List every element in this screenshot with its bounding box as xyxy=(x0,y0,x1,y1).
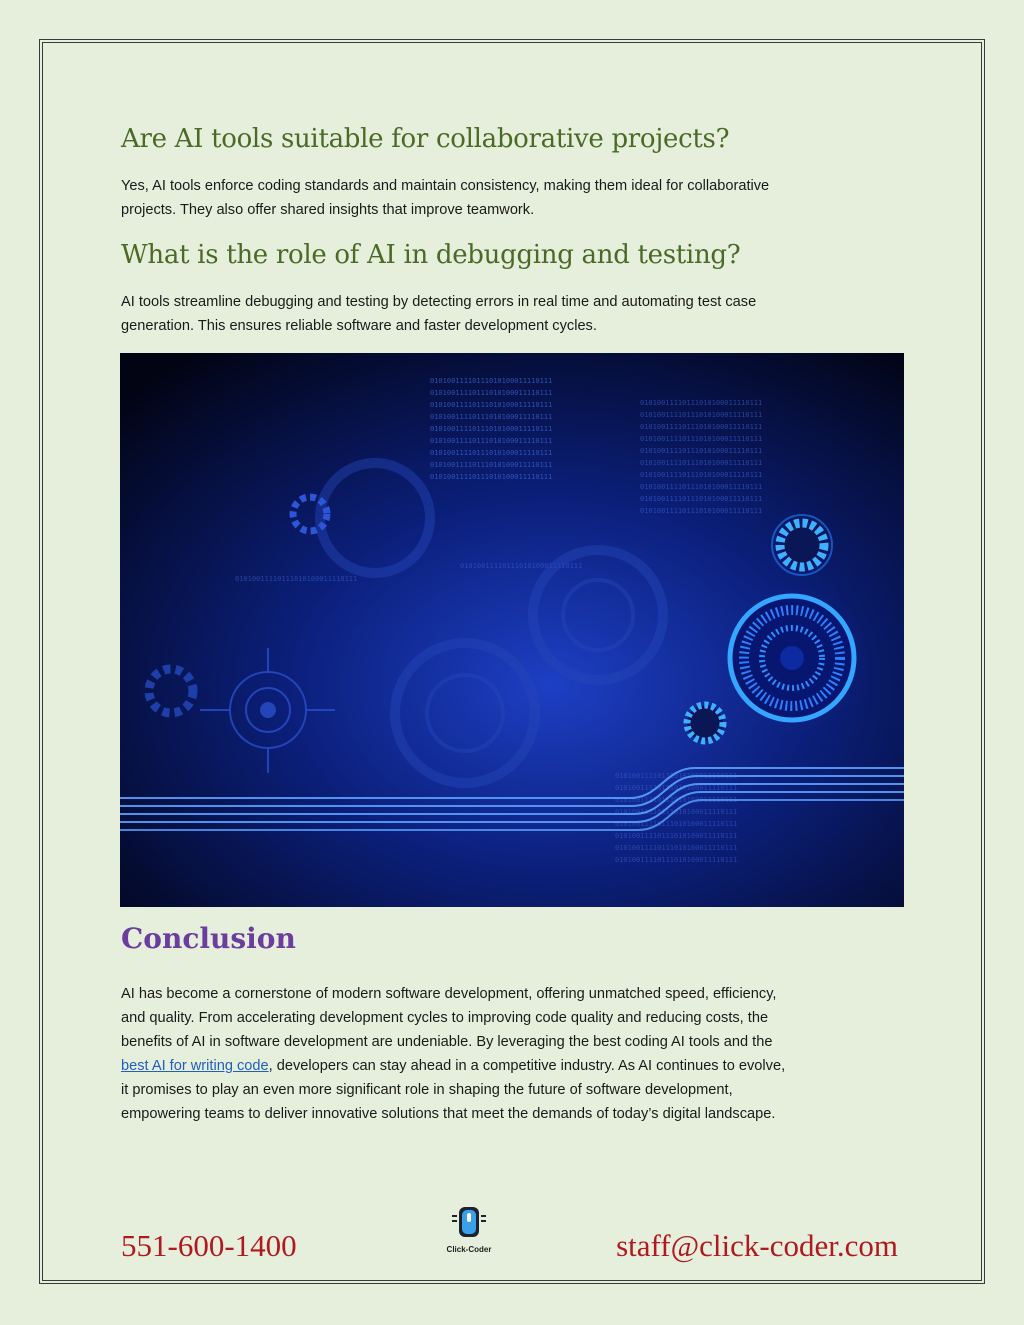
svg-text:01010011110111010100011110111: 01010011110111010100011110111 xyxy=(430,461,553,469)
svg-text:01010011110111010100011110111: 01010011110111010100011110111 xyxy=(430,389,553,397)
svg-text:01010011110111010100011110111: 01010011110111010100011110111 xyxy=(430,473,553,481)
conclusion-paragraph xyxy=(121,982,921,1126)
svg-text:01010011110111010100011110111: 01010011110111010100011110111 xyxy=(615,772,738,780)
paragraph-line: empowering teams to deliver innovative solutions that meet the demands of today’s digital landscape. xyxy=(121,1106,776,1122)
logo-label: Click-Coder xyxy=(446,1245,492,1254)
svg-text:01010011110111010100011110111: 01010011110111010100011110111 xyxy=(430,449,553,457)
svg-text:01010011110111010100011110111: 01010011110111010100011110111 xyxy=(615,784,738,792)
paragraph-debugging xyxy=(121,290,911,338)
mouse-icon xyxy=(451,1205,487,1239)
svg-text:01010011110111010100011110111: 01010011110111010100011110111 xyxy=(460,562,583,570)
svg-text:01010011110111010100011110111: 01010011110111010100011110111 xyxy=(640,423,763,431)
paragraph-line: AI has become a cornerstone of modern software development, offering unmatched speed, efficiency, xyxy=(121,986,777,1002)
conclusion-heading: Conclusion xyxy=(121,922,296,955)
ai-technology-illustration xyxy=(120,353,904,907)
click-coder-logo xyxy=(437,1205,501,1257)
svg-text:01010011110111010100011110111: 01010011110111010100011110111 xyxy=(615,844,738,852)
footer-email: staff@click-coder.com xyxy=(616,1228,898,1263)
svg-text:01010011110111010100011110111: 01010011110111010100011110111 xyxy=(640,471,763,479)
paragraph-collaborative xyxy=(121,174,911,222)
paragraph-text: , developers can stay ahead in a competitive industry. As AI continues to evolve, xyxy=(268,1058,786,1074)
svg-text:01010011110111010100011110111: 01010011110111010100011110111 xyxy=(640,483,763,491)
paragraph-line: and quality. From accelerating development cycles to improving code quality and reducing costs, the xyxy=(121,1010,769,1026)
paragraph-line: generation. This ensures reliable software and faster development cycles. xyxy=(121,318,597,334)
glowing-binary-sphere-icon xyxy=(710,576,874,740)
svg-text:01010011110111010100011110111: 01010011110111010100011110111 xyxy=(615,808,738,816)
glowing-ring-icon xyxy=(687,705,723,741)
svg-text:01010011110111010100011110111: 01010011110111010100011110111 xyxy=(615,832,738,840)
heading-collaborative: Are AI tools suitable for collaborative projects? xyxy=(121,124,730,154)
paragraph-line: benefits of AI in software development are undeniable. By leveraging the best coding AI tools and the xyxy=(121,1034,773,1050)
paragraph-line: it promises to play an even more significant role in shaping the future of software development, xyxy=(121,1082,733,1098)
svg-text:01010011110111010100011110111: 01010011110111010100011110111 xyxy=(615,820,738,828)
svg-text:01010011110111010100011110111: 01010011110111010100011110111 xyxy=(430,377,553,385)
binary-code-block xyxy=(430,377,552,481)
svg-text:01010011110111010100011110111: 01010011110111010100011110111 xyxy=(430,413,553,421)
footer-phone: 551-600-1400 xyxy=(121,1228,297,1263)
paragraph-line: Yes, AI tools enforce coding standards and maintain consistency, making them ideal for collaborative xyxy=(121,178,770,194)
paragraph-line xyxy=(121,1054,921,1078)
svg-text:01010011110111010100011110111: 01010011110111010100011110111 xyxy=(640,411,763,419)
svg-text:01010011110111010100011110111: 01010011110111010100011110111 xyxy=(430,437,553,445)
glowing-ring-icon xyxy=(772,515,832,575)
heading-debugging: What is the role of AI in debugging and testing? xyxy=(121,240,741,270)
best-ai-for-writing-code-link[interactable]: best AI for writing code xyxy=(121,1058,269,1074)
svg-text:01010011110111010100011110111: 01010011110111010100011110111 xyxy=(235,575,358,583)
svg-text:01010011110111010100011110111: 01010011110111010100011110111 xyxy=(615,796,738,804)
svg-text:01010011110111010100011110111: 01010011110111010100011110111 xyxy=(640,507,763,515)
paragraph-line: projects. They also offer shared insights that improve teamwork. xyxy=(121,202,535,218)
svg-text:01010011110111010100011110111: 01010011110111010100011110111 xyxy=(640,459,763,467)
svg-text:01010011110111010100011110111: 01010011110111010100011110111 xyxy=(640,495,763,503)
svg-text:01010011110111010100011110111: 01010011110111010100011110111 xyxy=(430,401,553,409)
svg-text:01010011110111010100011110111: 01010011110111010100011110111 xyxy=(640,435,763,443)
paragraph-line: AI tools streamline debugging and testing by detecting errors in real time and automating test case xyxy=(121,294,757,310)
svg-text:01010011110111010100011110111: 01010011110111010100011110111 xyxy=(640,399,763,407)
svg-text:01010011110111010100011110111: 01010011110111010100011110111 xyxy=(615,856,738,864)
svg-text:01010011110111010100011110111: 01010011110111010100011110111 xyxy=(640,447,763,455)
svg-text:01010011110111010100011110111: 01010011110111010100011110111 xyxy=(430,425,553,433)
